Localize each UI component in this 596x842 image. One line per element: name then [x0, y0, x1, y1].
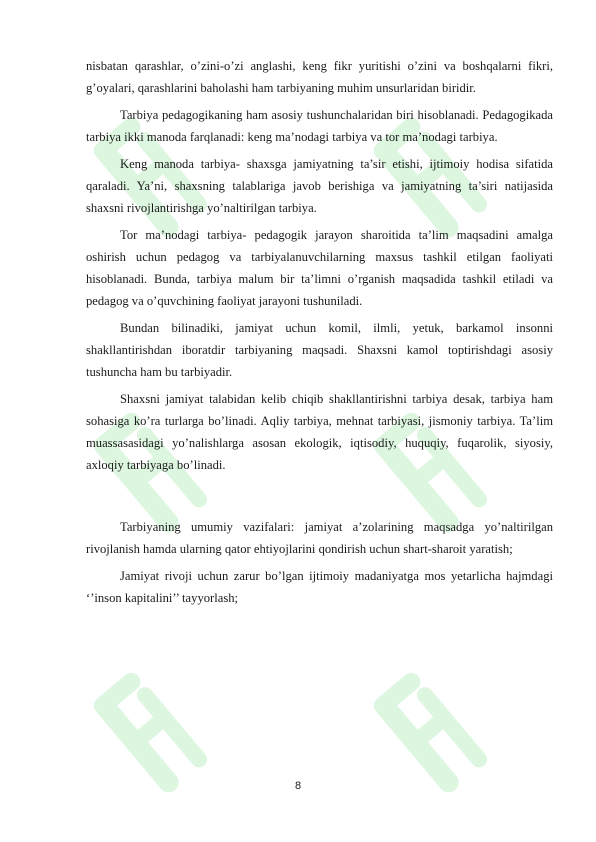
paragraph: Tarbiyaning umumiy vazifalari: jamiyat a’zolarining maqsadga yo’naltirilgan rivojlanish hamda ularning qator ehtiyojlarini qondirish uchun shart-sharoit yaratish;	[86, 520, 553, 556]
paragraph: Jamiyat rivoji uchun zarur bo’lgan ijtimoiy madaniyatga mos yetarlicha hajmdagi ‘’inson kapitalini’’ tayyorlash;	[86, 569, 553, 605]
watermark-logo	[360, 650, 510, 820]
paragraph: Tarbiya pedagogikaning ham asosiy tushunchalaridan biri hisoblanadi. Pedagogikada tarbiya ikki manoda farqlanadi: keng ma’nodagi tarbiya va tor ma’nodagi tarbiya.	[86, 108, 553, 144]
document-body	[86, 55, 553, 609]
page-number: 8	[294, 780, 302, 792]
paragraph: Keng manoda tarbiya- shaxsga jamiyatning ta’sir etishi, ijtimoiy hodisa sifatida qaraladi. Ya’ni, shaxsning talablariga javob berishiga va jamiyatning ta’siri natijasida shaxsni rivojlantirishga yo’naltirilgan tarbiya.	[86, 157, 553, 215]
watermark-logo	[80, 650, 230, 820]
paragraph: nisbatan qarashlar, o’zini-o’zi anglashi, keng fikr yuritishi o’zini va boshqalarni fikri, g’oyalari, qarashlarini baholashi ham tarbiyaning muhim unsurlaridan biridir.	[86, 59, 553, 95]
paragraph: Bundan bilinadiki, jamiyat uchun komil, ilmli, yetuk, barkamol insonni shakllantirishdan iboratdir tarbiyaning maqsadi. Shaxsni kamol toptirishdagi asosiy tushuncha ham bu tarbiyadir.	[86, 321, 553, 379]
paragraph: Shaxsni jamiyat talabidan kelib chiqib shakllantirishni tarbiya desak, tarbiya ham sohasiga ko’ra turlarga bo’linadi. Aqliy tarbiya, mehnat tarbiyasi, jismoniy tarbiya. Ta’lim muassasasidagi yo’nalishlarga asosan ekologik, iqtisodiy, huquqiy, fuqarolik, siyosiy, axloqiy tarbiyaga bo’linadi.	[86, 392, 553, 472]
paragraph: Tor ma’nodagi tarbiya- pedagogik jarayon sharoitida ta’lim maqsadini amalga oshirish uchun pedagog va tarbiyalanuvchilarning maxsus tashkil etilgan faoliyati hisoblanadi. Bunda, tarbiya malum bir ta’limni o’rganish maqsadida tashkil etiladi va pedagog va o’quvchining faoliyat jarayoni tushuniladi.	[86, 228, 553, 308]
